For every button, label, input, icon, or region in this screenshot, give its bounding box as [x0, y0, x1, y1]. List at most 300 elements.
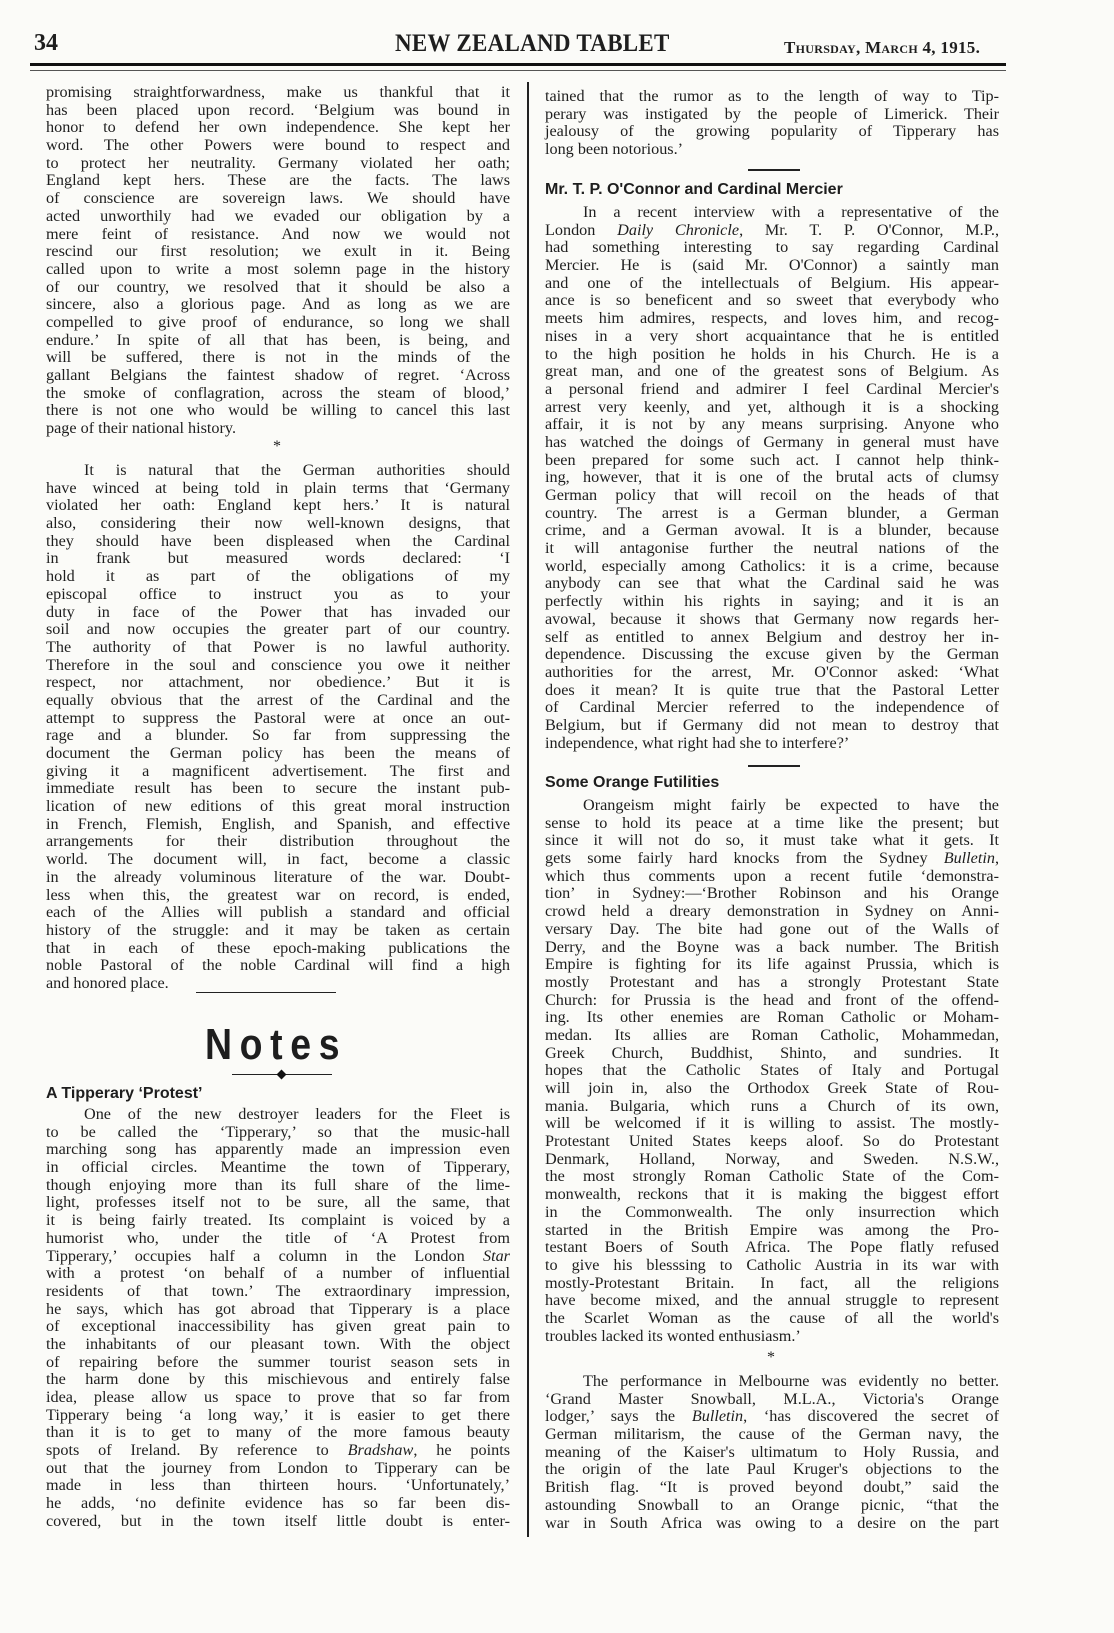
- text-line: [46, 480, 510, 498]
- text-line: [46, 1212, 510, 1230]
- text-run: of conscience are sovereign laws. We should have: [46, 189, 510, 208]
- text-run: One of the new destroyer leaders for the Fleet is: [84, 1105, 510, 1123]
- text-run: meets him admires, respects, and loves him, and recog-: [545, 309, 999, 328]
- text-line: [46, 367, 510, 385]
- text-run: the smoke of conflagration, across the steam of blood,’: [46, 383, 510, 402]
- text-run: mostly-Protestant Britain. In fact, all the religions: [545, 1273, 999, 1292]
- text-run: dependence. Discussing the excuse given by the German: [545, 645, 999, 664]
- text-line: [46, 1106, 510, 1124]
- text-run: and one of the intellectuals of Belgium. His appear-: [545, 273, 999, 292]
- text-line: [46, 243, 510, 261]
- text-run: has watched the doings of Germany in general must have: [545, 432, 999, 451]
- text-run: long been notorious.’: [545, 140, 684, 159]
- text-run: jealousy of the growing popularity of Tipperary has: [545, 122, 999, 141]
- text-run: medan. Its allies are Roman Catholic, Mohammedan,: [545, 1025, 999, 1044]
- text-line: [46, 1424, 510, 1442]
- text-line: [545, 1168, 999, 1186]
- text-run: out that the journey from London to Tipperary can be: [46, 1458, 510, 1477]
- text-line: [545, 1151, 999, 1169]
- text-line: [545, 1391, 999, 1409]
- text-line: [545, 1204, 999, 1222]
- text-run: Church: for Prussia is the head and front of the offend-: [545, 990, 999, 1009]
- text-run: perfectly within his rights in saying; and it is an: [545, 592, 999, 611]
- text-line: [545, 815, 999, 833]
- text-run: world, especially among Catholics: it is a crime, because: [545, 556, 999, 575]
- text-line: [545, 346, 999, 364]
- text-run: lication of new editions of this great moral instruction: [46, 797, 510, 816]
- text-line: [545, 1115, 999, 1133]
- text-line: [46, 84, 510, 102]
- text-line: [545, 1310, 999, 1328]
- text-line: [46, 1265, 510, 1283]
- text-line: [46, 851, 510, 869]
- text-line: [545, 275, 999, 293]
- text-line: [545, 204, 999, 222]
- text-run: had something interesting to say regarding Cardinal: [545, 238, 999, 257]
- text-line: [545, 885, 999, 903]
- text-run: they should have been displeased when the Cardinal: [46, 531, 510, 550]
- text-run: country. The arrest is a German blunder, a German: [545, 503, 999, 522]
- text-line: [545, 1444, 999, 1462]
- text-run: rage and a blunder. So far from suppressing the: [46, 726, 510, 745]
- text-line: [46, 102, 510, 120]
- text-line: [46, 621, 510, 639]
- text-run: called upon to write a most solemn page in the history: [46, 259, 510, 278]
- text-run: Tipperary,’ occupies half a column in the London: [46, 1246, 483, 1265]
- text-run: ance is so beneficent and so sweet that everybody who: [545, 291, 999, 310]
- text-line: [46, 816, 510, 834]
- text-line: [545, 664, 999, 682]
- text-line: [46, 1141, 510, 1159]
- text-line: [46, 515, 510, 533]
- text-line: [46, 1318, 510, 1336]
- text-line: [46, 745, 510, 763]
- text-run: The performance in Melbourne was evidently no better.: [583, 1372, 999, 1390]
- text-run: Mercier. He is (said Mr. O'Connor) a saintly man: [545, 256, 999, 275]
- text-line: [545, 381, 999, 399]
- text-line: [46, 137, 510, 155]
- text-run: rescind our first resolution; we exult in it. Being: [46, 242, 510, 261]
- text-run: will join in, also the Orthodox Greek State of Rou-: [545, 1079, 999, 1097]
- text-run: to be called the ‘Tipperary,’ so that the music-hall: [46, 1122, 510, 1141]
- text-run: gets some fairly hard knocks from the Sydney: [545, 849, 944, 868]
- text-run: marching song has apparently made an impression even: [46, 1140, 510, 1159]
- text-line: [46, 1301, 510, 1319]
- text-line: [545, 735, 999, 753]
- text-run: it will antagonise further the neutral nations of the: [545, 539, 999, 558]
- article-paragraph: [545, 1373, 999, 1532]
- text-line: [46, 604, 510, 622]
- section-title-notes: Notes: [205, 1020, 348, 1069]
- text-run: of exceptional inaccessibility has given great pain to: [46, 1317, 510, 1336]
- text-run: nises in a very short acquaintance that he is entitled: [545, 326, 999, 345]
- text-run: with a protest ‘on behalf of a number of influential: [46, 1264, 510, 1283]
- text-line: [545, 1479, 999, 1497]
- text-run: anybody can see that what the Cardinal said he was: [545, 574, 999, 593]
- text-line: [46, 279, 510, 297]
- text-line: [545, 903, 999, 921]
- text-run: gallant Belgians the faintest shadow of regret. ‘Across: [46, 366, 510, 384]
- text-run: mania. Bulgaria, which runs a Church of its own,: [545, 1096, 999, 1115]
- text-line: [545, 1080, 999, 1098]
- text-run: than it is to get to many of the more famous beauty: [46, 1423, 510, 1442]
- text-run: episcopal office to instruct you as to your: [46, 584, 510, 603]
- text-line: [545, 717, 999, 735]
- text-line: [46, 1442, 510, 1460]
- text-line: [46, 1371, 510, 1389]
- text-run: Tipperary being ‘a long way,’ it is easier to get there: [46, 1405, 510, 1424]
- text-line: [46, 1194, 510, 1212]
- text-line: [545, 452, 999, 470]
- text-line: [545, 469, 999, 487]
- text-run: the Scarlet Woman as the cause of all the world's: [545, 1308, 999, 1327]
- article-paragraph: [545, 797, 999, 1345]
- text-line: [545, 222, 999, 240]
- text-run: Greek Church, Buddhist, Shinto, and sundries. It: [545, 1043, 999, 1062]
- page-number: 34: [34, 30, 58, 56]
- text-run: arrangements for their distribution throughout the: [46, 832, 510, 851]
- text-run: will be welcomed if it is willing to assist. The mostly-: [545, 1114, 999, 1133]
- text-line: [545, 257, 999, 275]
- text-line: [46, 296, 510, 314]
- text-line: [545, 239, 999, 257]
- text-line: [545, 1257, 999, 1275]
- text-run: testant Boers of South Africa. The Pope flatly refused: [545, 1238, 999, 1257]
- text-run: it is being fairly treated. Its complaint is voiced by a: [46, 1211, 510, 1230]
- article-heading: A Tipperary ‘Protest’: [46, 1085, 203, 1102]
- text-run: great man, and one of the greatest sons of Belgium. As: [545, 362, 999, 381]
- section-rule: [748, 765, 800, 767]
- text-line: [46, 975, 510, 993]
- text-run: arrest very keenly, and yet, although it is a shocking: [545, 397, 999, 416]
- column-divider: [527, 82, 529, 1537]
- text-run: does it mean? It is quite true that the Pastoral Letter: [545, 680, 999, 699]
- text-line: [46, 190, 510, 208]
- text-line: [545, 797, 999, 815]
- text-run: to protect her neutrality. Germany violated her oath;: [46, 153, 510, 172]
- text-line: [46, 798, 510, 816]
- text-line: [46, 1513, 510, 1531]
- text-line: [545, 505, 999, 523]
- text-line: [545, 974, 999, 992]
- text-run: equally obvious that the arrest of the Cardinal and the: [46, 690, 510, 709]
- text-line: [545, 1027, 999, 1045]
- text-run: ‘Grand Master Snowball, M.L.A., Victoria's Orange: [545, 1389, 999, 1408]
- text-line: [545, 416, 999, 434]
- text-line: [545, 328, 999, 346]
- text-line: [46, 1477, 510, 1495]
- text-line: [545, 310, 999, 328]
- text-run: It is natural that the German authorities should: [84, 461, 510, 479]
- article-heading: Some Orange Futilities: [545, 774, 720, 791]
- text-run: mostly Protestant and has a strongly Protestant State: [545, 972, 999, 991]
- text-run: hopes that the Catholic States of Italy and Portugal: [545, 1061, 999, 1080]
- text-run: mere feint of resistance. And now we would not: [46, 224, 510, 243]
- text-line: [46, 568, 510, 586]
- text-line: [46, 1389, 510, 1407]
- text-line: [545, 611, 999, 629]
- text-run: promising straightforwardness, make us thankful that it: [46, 83, 510, 101]
- text-line: [545, 141, 999, 159]
- text-run: immediate result has been to secure the instant pub-: [46, 779, 510, 798]
- text-run: there is not one who would be willing to cancel this last: [46, 401, 510, 420]
- text-line: [46, 887, 510, 905]
- text-line: [545, 1275, 999, 1293]
- text-line: [545, 1408, 999, 1426]
- text-run: in French, Flemish, English, and Spanish, and effective: [46, 814, 510, 833]
- text-run: which thus comments upon a recent futile ‘demonstra-: [545, 866, 999, 885]
- text-line: [545, 88, 999, 106]
- text-run: soil and now occupies the greater part of our country.: [46, 620, 510, 639]
- text-run: , ‘has discovered the secret of: [743, 1407, 999, 1426]
- text-line: [46, 462, 510, 480]
- text-line: [46, 727, 510, 745]
- text-line: [46, 940, 510, 958]
- article-heading: Mr. T. P. O'Connor and Cardinal Mercier: [545, 181, 843, 198]
- text-run: war in South Africa was owing to a desire on the part: [545, 1513, 999, 1532]
- article-paragraph: [545, 88, 999, 159]
- text-run: crime, and a German avowal. It is a blunder, because: [545, 521, 999, 540]
- text-run: honor to defend her own independence. She kept her: [46, 118, 510, 137]
- text-run: have winced at being told in plain terms that ‘Germany: [46, 478, 510, 497]
- text-line: [46, 1354, 510, 1372]
- text-run: light, professes itself not to be sure, all the same, that: [46, 1193, 510, 1212]
- text-line: [545, 832, 999, 850]
- text-run: endure.’ In spite of all that has been, is being, and: [46, 330, 510, 349]
- text-line: [545, 992, 999, 1010]
- text-run: affair, it is not by any means surprising. Anyone who: [545, 415, 999, 434]
- text-line: [545, 1373, 999, 1391]
- text-run: duty in face of the Power that has invaded our: [46, 602, 510, 621]
- text-line: [545, 558, 999, 576]
- text-line: [545, 1497, 999, 1515]
- text-line: [545, 1186, 999, 1204]
- text-run: he says, which has got abroad that Tipperary is a place: [46, 1299, 510, 1318]
- text-line: [46, 349, 510, 367]
- text-run: Orangeism might fairly be expected to have the: [583, 796, 999, 814]
- text-run: has been placed upon record. ‘Belgium was bound in: [46, 100, 510, 119]
- section-separator-star: *: [273, 438, 281, 455]
- text-run: acted unworthily had we evaded our obligation by a: [46, 206, 510, 225]
- text-line: [46, 550, 510, 568]
- text-run: will be suffered, there is not in the minds of the: [46, 348, 510, 367]
- text-line: [545, 1045, 999, 1063]
- text-line: [46, 172, 510, 190]
- text-line: [46, 780, 510, 798]
- text-line: [545, 939, 999, 957]
- text-line: [46, 226, 510, 244]
- text-line: [46, 586, 510, 604]
- text-run: been prepared for some such act. I cannot help think-: [545, 450, 999, 469]
- text-line: [46, 904, 510, 922]
- text-line: [46, 155, 510, 173]
- text-run: idea, please allow us space to prove that so far from: [46, 1388, 510, 1406]
- text-run: meaning of the Kaiser's ultimatum to Holy Russia, and: [545, 1442, 999, 1461]
- text-run: Denmark, Holland, Norway, and Sweden. N.S.W.,: [545, 1149, 999, 1168]
- text-run: British flag. “It is proved beyond doubt,” said the: [545, 1478, 999, 1497]
- text-line: [545, 850, 999, 868]
- text-line: [545, 1009, 999, 1027]
- text-line: [545, 646, 999, 664]
- text-line: [46, 385, 510, 403]
- text-line: [46, 1159, 510, 1177]
- text-run: have become mixed, and the annual struggle to represent: [545, 1291, 999, 1310]
- text-run: in official circles. Meantime the town of Tipperary,: [46, 1158, 510, 1177]
- text-run: to give his blesssing to Catholic Austria in its war with: [545, 1255, 999, 1274]
- text-run: , Mr. T. P. O'Connor, M.P.,: [739, 220, 999, 239]
- text-run: in the Commonwealth. The only insurrection which: [545, 1202, 999, 1221]
- text-run: violated her oath: England kept hers.’ It is natural: [46, 496, 510, 515]
- text-run: Empire is fighting for its life against Prussia, which is: [545, 955, 999, 974]
- text-run: Therefore in the soul and conscience you owe it neither: [46, 655, 510, 674]
- text-run: versary Day. The bite had gone out of the Walls of: [545, 919, 999, 938]
- text-line: [545, 399, 999, 417]
- text-line: [545, 1239, 999, 1257]
- text-run: German policy that will recoil on the heads of that: [545, 486, 999, 504]
- text-run: compelled to give proof of endurance, so long we shall: [46, 312, 510, 331]
- text-line: [545, 292, 999, 310]
- text-line: [545, 575, 999, 593]
- text-line: [46, 420, 510, 438]
- text-run: a personal friend and admirer I feel Cardinal Mercier's: [545, 379, 999, 398]
- text-line: [545, 1292, 999, 1310]
- header-rule: [30, 63, 1006, 66]
- text-line: [46, 922, 510, 940]
- article-paragraph: [46, 1106, 510, 1531]
- text-line: [46, 533, 510, 551]
- text-line: [46, 1283, 510, 1301]
- text-line: [46, 692, 510, 710]
- text-run: humorist who, under the title of ‘A Protest from: [46, 1228, 510, 1247]
- text-run: England kept hers. These are the facts. The laws: [46, 171, 510, 190]
- text-line: [545, 363, 999, 381]
- text-line: [46, 314, 510, 332]
- text-run: German militarism, the cause of the German navy, the: [545, 1425, 999, 1444]
- italic-title: Star: [483, 1246, 510, 1265]
- text-run: ,: [994, 849, 999, 868]
- text-line: [545, 1222, 999, 1240]
- text-line: [46, 1407, 510, 1425]
- text-line: [545, 682, 999, 700]
- text-run: the inhabitants of our pleasant town. With the object: [46, 1334, 510, 1353]
- italic-title: Bulletin: [691, 1407, 744, 1426]
- text-run: of our country, we resolved that it should be also a: [46, 277, 510, 296]
- section-separator-star: *: [767, 1349, 775, 1366]
- text-line: [545, 629, 999, 647]
- italic-title: Bradshaw: [347, 1441, 414, 1460]
- text-run: also, considering their now well-known designs, that: [46, 514, 510, 533]
- text-run: covered, but in the town itself little doubt is enter-: [46, 1511, 510, 1530]
- text-run: in the already voluminous literature of the war. Doubt-: [46, 867, 510, 886]
- text-line: [545, 1133, 999, 1151]
- text-line: [46, 497, 510, 515]
- italic-title: Bulletin: [943, 849, 995, 868]
- issue-date: Thursday, March 4, 1915.: [784, 38, 981, 57]
- text-line: [545, 1515, 999, 1533]
- text-run: he adds, ‘no definite evidence has so far been dis-: [46, 1494, 510, 1513]
- text-line: [545, 956, 999, 974]
- text-run: in frank but measured words declared: ‘I: [46, 549, 510, 568]
- text-line: [545, 123, 999, 141]
- text-run: sincere, also a glorious page. And as long as we are: [46, 295, 510, 314]
- text-line: [46, 869, 510, 887]
- article-paragraph: [46, 462, 510, 993]
- diamond-ornament-icon: [277, 1070, 287, 1080]
- article-paragraph: [46, 84, 510, 438]
- text-run: London: [545, 220, 618, 239]
- text-run: Derry, and the Boyne was a back number. The British: [545, 937, 999, 956]
- text-run: lodger,’ says the: [545, 1407, 692, 1426]
- text-run: made in less than thirteen hours. ‘Unfortunately,’: [46, 1476, 510, 1495]
- text-run: Belgium, but if Germany did not mean to destroy that: [545, 715, 999, 734]
- text-line: [545, 106, 999, 124]
- text-line: [545, 1426, 999, 1444]
- header-rule-thin: [30, 70, 1006, 71]
- text-run: avowal, because it shows that Germany now regards her-: [545, 609, 999, 628]
- text-run: respect, nor attachment, nor obedience.’ But it is: [46, 673, 510, 692]
- text-run: authorities for the arrest, Mr. O'Connor asked: ‘What: [545, 662, 999, 681]
- text-run: and honored place.: [46, 973, 169, 992]
- text-line: [46, 1230, 510, 1248]
- text-line: [545, 1461, 999, 1479]
- text-run: perary was instigated by the people of Limerick. Their: [545, 104, 999, 123]
- text-line: [545, 868, 999, 886]
- text-line: [545, 921, 999, 939]
- text-run: the harm done by this mischievous and entirely false: [46, 1370, 510, 1389]
- article-paragraph: [545, 204, 999, 752]
- text-run: In a recent interview with a representative of the: [583, 203, 999, 221]
- text-line: [46, 657, 510, 675]
- text-line: [545, 1328, 999, 1346]
- text-line: [545, 487, 999, 505]
- text-run: world. The document will, in fact, become a classic: [46, 850, 510, 869]
- section-rule: [748, 169, 800, 171]
- text-run: started in the British Empire was among the Pro-: [545, 1220, 999, 1239]
- text-run: history of the struggle: and it may be taken as certain: [46, 920, 510, 939]
- text-run: ing, however, that it is one of the brutal acts of clumsy: [545, 468, 999, 487]
- text-line: [46, 1336, 510, 1354]
- text-run: each of the Allies will publish a standard and official: [46, 903, 510, 922]
- text-run: attempt to suppress the Pastoral were at once an out-: [46, 708, 510, 727]
- text-run: tion’ in Sydney:—‘Brother Robinson and his Orange: [545, 884, 999, 903]
- text-run: independence, what right had she to interfere?’: [545, 733, 850, 752]
- text-run: hold it as part of the obligations of my: [46, 567, 510, 586]
- text-run: tained that the rumor as to the length of way to Tip-: [545, 87, 999, 105]
- section-rule: [196, 992, 336, 993]
- italic-title: Daily Chronicle: [617, 220, 740, 239]
- text-line: [46, 119, 510, 137]
- text-run: of repairing before the summer tourist season sets in: [46, 1352, 510, 1371]
- text-run: monwealth, reckons that it is making the biggest effort: [545, 1185, 999, 1204]
- text-line: [545, 699, 999, 717]
- text-line: [545, 1098, 999, 1116]
- text-line: [46, 1248, 510, 1266]
- text-line: [545, 593, 999, 611]
- text-run: since it will not do so, it must take what it gets. It: [545, 831, 999, 850]
- text-line: [46, 1124, 510, 1142]
- text-run: page of their national history.: [46, 419, 236, 438]
- text-run: the origin of the late Paul Kruger's objections to the: [545, 1460, 999, 1479]
- text-run: , he points: [413, 1441, 511, 1460]
- text-line: [46, 763, 510, 781]
- text-line: [46, 710, 510, 728]
- text-run: crowd held a dreary demonstration in Sydney on Anni-: [545, 902, 999, 921]
- text-line: [46, 1495, 510, 1513]
- text-run: sense to hold its peace at a time like the present; but: [545, 813, 999, 832]
- text-run: spots of Ireland. By reference to: [46, 1441, 348, 1460]
- text-line: [545, 1062, 999, 1080]
- text-line: [46, 402, 510, 420]
